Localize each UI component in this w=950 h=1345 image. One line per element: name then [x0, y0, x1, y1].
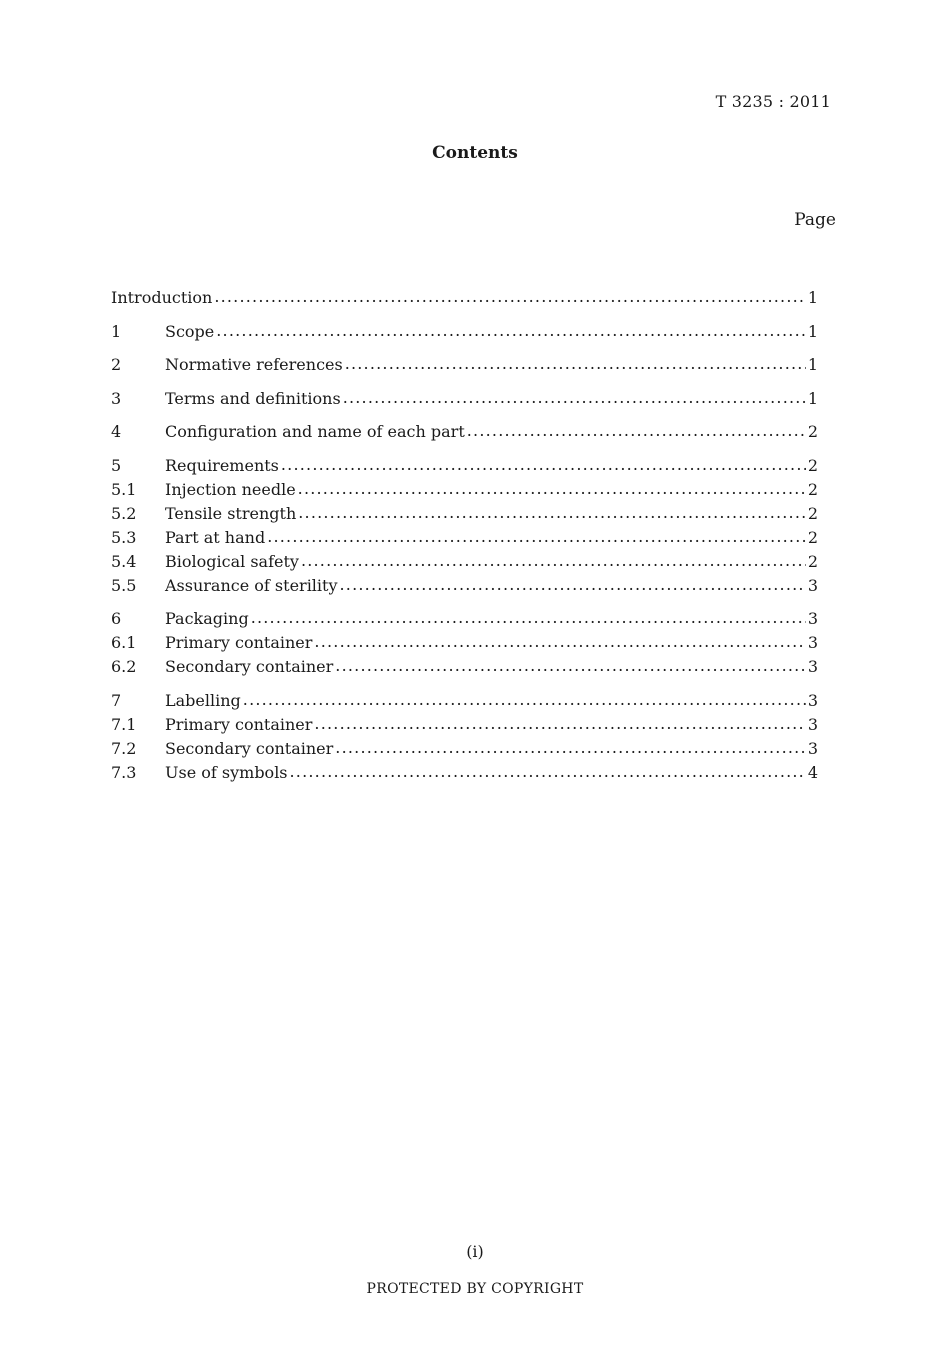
toc-entry-page: 2: [807, 527, 818, 547]
toc-dot-leader: [298, 477, 806, 501]
footer-page-number: (i): [466, 1242, 484, 1261]
toc-entry-page: 1: [807, 288, 818, 307]
toc-dot-leader: [214, 285, 805, 309]
toc-entry-page: 3: [807, 657, 818, 676]
toc-entry-label: Introduction: [111, 288, 213, 307]
toc-dot-leader: [290, 760, 806, 784]
toc-entry-label: Packaging: [165, 609, 249, 628]
toc-entry-number: 1: [111, 321, 122, 341]
toc-entry-page: 3: [807, 738, 818, 758]
toc-entry[interactable]: [111, 454, 818, 478]
toc-entry-label: Normative references: [165, 355, 343, 374]
toc-entry-label: Biological safety: [165, 551, 299, 571]
toc-entry[interactable]: [111, 574, 818, 598]
toc-entry-number: 7: [111, 690, 122, 710]
toc-entry[interactable]: [111, 689, 818, 713]
toc-dot-leader: [251, 606, 806, 630]
toc-dot-leader: [340, 573, 806, 597]
toc-entry[interactable]: [111, 420, 818, 444]
toc-dot-leader: [216, 319, 806, 343]
toc-entry[interactable]: [111, 761, 818, 785]
toc-entry-label: Secondary container: [165, 657, 334, 676]
toc-entry-page: 4: [807, 762, 818, 782]
toc-entry-label: Assurance of sterility: [165, 575, 338, 595]
toc-dot-leader: [314, 712, 805, 736]
toc-entry-page: 1: [807, 388, 818, 408]
toc-entry-page: 1: [807, 355, 818, 374]
toc-entry-number: 5.5: [111, 575, 137, 595]
toc-dot-leader: [267, 525, 806, 549]
toc-entry-page: 2: [807, 503, 818, 523]
toc-entry-number: 7.3: [111, 762, 137, 782]
toc-entry-label: Tensile strength: [165, 503, 297, 523]
page-column-label: Page: [794, 210, 836, 230]
toc-entry[interactable]: [111, 387, 818, 411]
toc-entry-number: 6: [111, 609, 122, 628]
toc-entry-page: 2: [807, 455, 818, 475]
toc-entry-page: 3: [807, 633, 818, 652]
toc-dot-leader: [281, 453, 806, 477]
toc-entry-number: 7.2: [111, 738, 137, 758]
toc-dot-leader: [298, 501, 806, 525]
toc-entry-label: Secondary container: [165, 738, 334, 758]
toc-entry-label: Configuration and name of each part: [165, 422, 465, 441]
document-number: T 3235 : 2011: [715, 92, 831, 111]
toc-dot-leader: [335, 654, 806, 678]
toc-entry-label: Terms and definitions: [165, 388, 341, 408]
toc-dot-leader: [314, 630, 805, 654]
table-of-contents: [111, 286, 818, 785]
toc-entry-number: 3: [111, 388, 122, 408]
toc-entry-page: 2: [807, 479, 818, 499]
toc-dot-leader: [343, 386, 806, 410]
toc-entry[interactable]: [111, 737, 818, 761]
toc-entry-label: Use of symbols: [165, 762, 288, 782]
toc-dot-leader: [345, 352, 806, 376]
toc-entry-number: 5.1: [111, 479, 137, 499]
toc-entry-page: 3: [807, 690, 818, 710]
toc-entry-number: 5: [111, 455, 122, 475]
toc-entry[interactable]: [111, 353, 818, 377]
toc-entry-label: Labelling: [165, 690, 241, 710]
toc-entry[interactable]: [111, 526, 818, 550]
toc-entry-page: 2: [807, 422, 818, 441]
toc-entry-page: 3: [807, 575, 818, 595]
toc-entry[interactable]: [111, 713, 818, 737]
toc-entry-label: Injection needle: [165, 479, 296, 499]
toc-entry-number: 5.3: [111, 527, 137, 547]
toc-entry-label: Primary container: [165, 714, 313, 734]
toc-entry-number: 4: [111, 422, 122, 441]
toc-entry-page: 1: [807, 321, 818, 341]
page-title: Contents: [432, 143, 518, 163]
toc-entry[interactable]: [111, 502, 818, 526]
toc-entry-label: Scope: [165, 321, 215, 341]
toc-dot-leader: [243, 688, 806, 712]
toc-entry[interactable]: [111, 607, 818, 631]
toc-entry-number: 6.2: [111, 657, 137, 676]
toc-entry-page: 3: [807, 609, 818, 628]
toc-dot-leader: [301, 549, 806, 573]
toc-entry-label: Primary container: [165, 633, 313, 652]
toc-entry[interactable]: [111, 550, 818, 574]
toc-entry[interactable]: [111, 655, 818, 679]
toc-entry[interactable]: [111, 478, 818, 502]
toc-entry-label: Requirements: [165, 455, 279, 475]
toc-entry-number: 5.2: [111, 503, 137, 523]
toc-entry-number: 2: [111, 355, 122, 374]
toc-entry[interactable]: [111, 631, 818, 655]
toc-entry-page: 2: [807, 551, 818, 571]
toc-entry[interactable]: [111, 320, 818, 344]
footer-copyright: PROTECTED BY COPYRIGHT: [366, 1281, 584, 1297]
toc-entry-label: Part at hand: [165, 527, 266, 547]
toc-dot-leader: [335, 736, 806, 760]
toc-entry-number: 5.4: [111, 551, 137, 571]
toc-entry[interactable]: [111, 286, 818, 310]
toc-entry-page: 3: [807, 714, 818, 734]
toc-entry-number: 7.1: [111, 714, 137, 734]
toc-dot-leader: [467, 419, 806, 443]
toc-entry-number: 6.1: [111, 633, 137, 652]
